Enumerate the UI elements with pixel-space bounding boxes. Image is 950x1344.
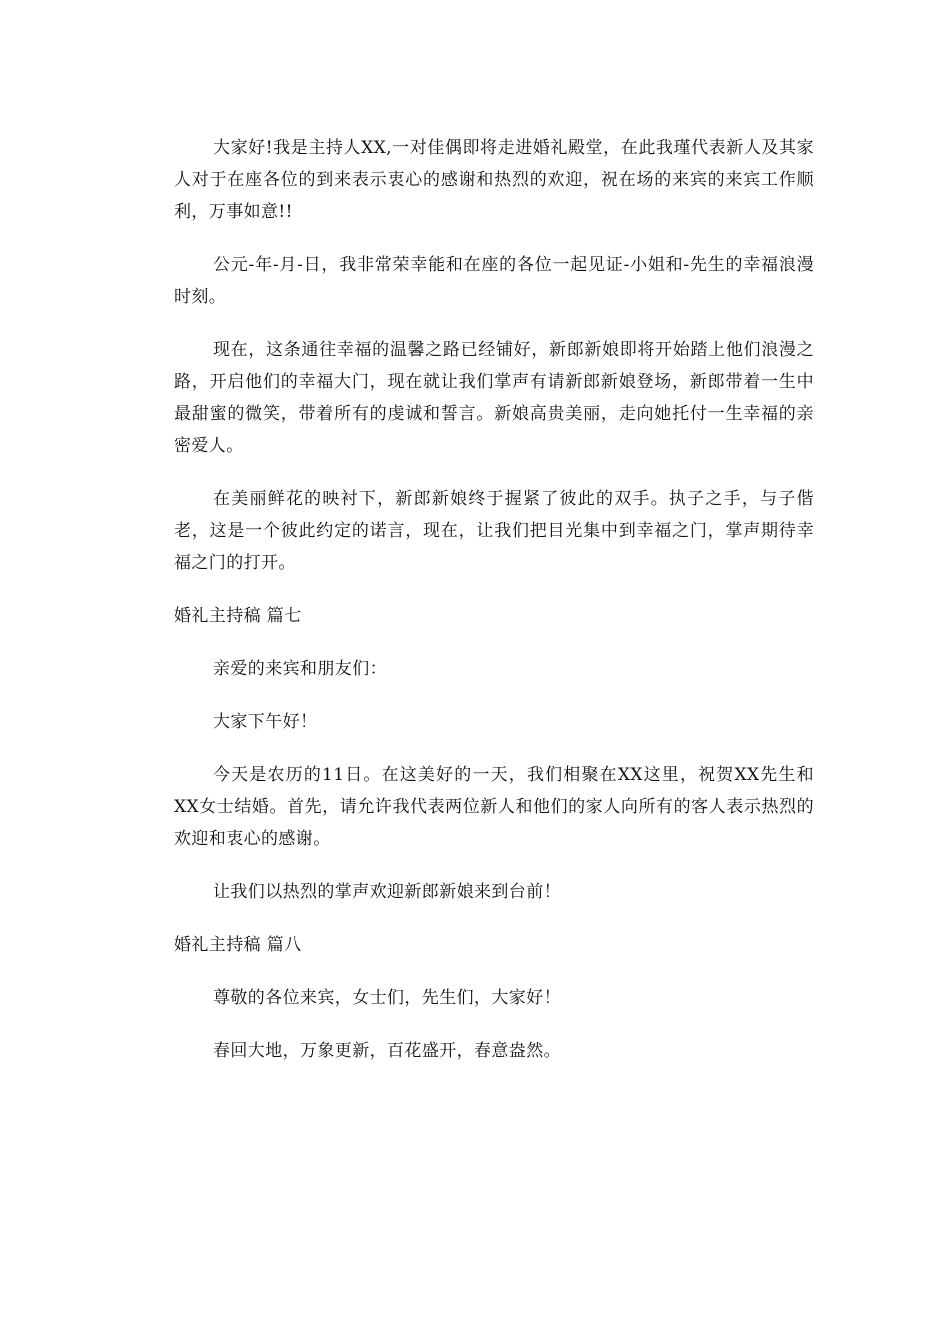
- paragraph-holding-hands: 在美丽鲜花的映衬下，新郎新娘终于握紧了彼此的双手。执子之手，与子偕老，这是一个彼此约定的诺言，现在，让我们把目光集中到幸福之门，掌声期待幸福之门的打开。: [174, 489, 814, 573]
- paragraph-couple-entrance: 现在，这条通往幸福的温馨之路已经铺好，新郎新娘即将开始踏上他们浪漫之路，开启他们的幸福大门，现在就让我们掌声有请新郎新娘登场，新郎带着一生中最甜蜜的微笑，带着所有的虔诚和誓言。新娘高贵美丽，走向她托付一生幸福的亲密爱人。: [174, 340, 814, 456]
- paragraph-good-afternoon: 大家下午好！: [213, 712, 318, 732]
- paragraph-greeting: 大家好!我是主持人XX,一对佳偶即将走进婚礼殿堂，在此我瑾代表新人及其家人对于在座各位的到来表示衷心的感谢和热烈的欢迎，祝在场的来宾的来宾工作顺利，万事如意!!: [174, 138, 814, 222]
- paragraph-spring: 春回大地，万象更新，百花盛开，春意盎然。: [213, 1041, 561, 1061]
- section-heading-part-seven: 婚礼主持稿 篇七: [174, 606, 302, 626]
- paragraph-respected-guests: 尊敬的各位来宾，女士们，先生们，大家好！: [213, 988, 561, 1008]
- paragraph-applause-welcome: 让我们以热烈的掌声欢迎新郎新娘来到台前！: [213, 882, 561, 902]
- paragraph-today-wedding: 今天是农历的11日。在这美好的一天，我们相聚在XX这里，祝贺XX先生和XX女士结婚。首先，请允许我代表两位新人和他们的家人向所有的客人表示热烈的欢迎和衷心的感谢。: [174, 765, 814, 849]
- paragraph-date-witness: 公元-年-月-日，我非常荣幸能和在座的各位一起见证-小姐和-先生的幸福浪漫时刻。: [174, 255, 814, 307]
- document-body: [174, 132, 814, 1088]
- section-heading-part-eight: 婚礼主持稿 篇八: [174, 935, 302, 955]
- paragraph-dear-guests: 亲爱的来宾和朋友们：: [213, 659, 387, 679]
